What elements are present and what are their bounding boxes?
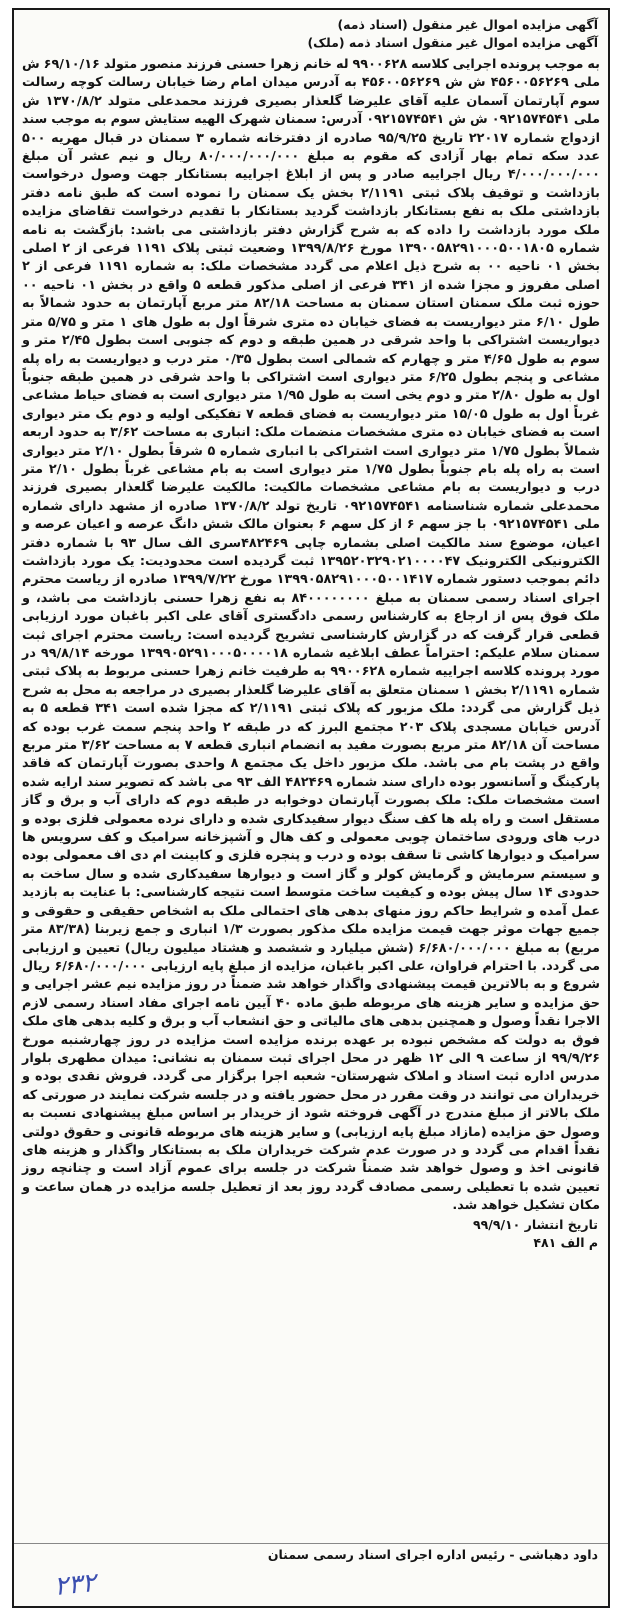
reference-number: م الف ۴۸۱ xyxy=(533,1234,598,1250)
notice-title-2: آگهی مزایده اموال غیر منقول اسناد ذمه (ملک) xyxy=(307,35,598,50)
handwritten-page-number: ۲۳۲ xyxy=(52,1567,98,1603)
notice-body xyxy=(14,54,608,1216)
notice-header xyxy=(14,10,608,54)
publish-date: تاریخ انتشار ۹۹/۹/۱۰ xyxy=(473,1216,598,1232)
signature-line: داود دهباشی - رئیس اداره اجرای اسناد رسمی سمنان xyxy=(267,1547,598,1562)
footer-divider xyxy=(14,1543,608,1544)
auction-notice-clipping xyxy=(12,8,610,1608)
notice-paragraph: به موجب پرونده اجرایی کلاسه ۹۹۰۰۶۲۸ له خانم زهرا حسنی فرزند منصور متولد ۶۹/۱۰/۱۶ ش ملی ۴۵۶۰۰۵۶۲۶۹ ش ش ۴۵۶۰۰۵۶۲۶۹ به آدرس میدان امام رضا خیابان رسالت کوچه رسالت سوم آپارتمان آسمان علیه آقای علیرضا گلعذار بصیری فرزند محمدعلی متولد ۱۳۷۰/۸/۲ ش ملی ۰۹۲۱۵۷۴۵۴۱ ش ش ۰۹۲۱۵۷۴۵۴۱ آدرس: سمنان شهرک الهیه ستایش سوم به موجب سند ازدواج شماره ۲۲۰۱۷ تاریخ ۹۵/۹/۲۵ صادره از دفترخانه شماره ۳ سمنان در قبال مهریه ۵۰۰ عدد سکه تمام بهار آزادی که مقوم به مبلغ ۸۰/۰۰۰/۰۰۰/۰۰۰ ریال و نیم عشر آن مبلغ ۴/۰۰۰/۰۰۰/۰۰۰ ریال اجراییه صادر و پس از ابلاغ اجراییه بستانکار جهت وصول درخواست بازداشت و توقیف پلاک ثبتی ۲/۱۱۹۱ بخش یک سمنان را نموده است که طبق نامه دفتر بازداشتی ملک به نفع بستانکار بازداشت گردید بستانکار با تقدیم درخواست تقاضای مزایده ملک مورد بازداشت را داده که به شرح گزارش دفتر بازداشتی می باشد: بازگشت به نامه شماره ۱۳۹۰۰۵۸۲۹۱۰۰۰۵۰۰۱۸۰۵ مورخ ۱۳۹۹/۸/۲۶ وضعیت ثبتی پلاک ۱۱۹۱ فرعی از ۲ اصلی بخش ۰۱ ناحیه ۰۰ به شرح ذیل اعلام می گردد مشخصات ملک: به شماره ۱۱۹۱ فرعی از ۲ اصلی مفروز و مجزا شده از ۳۴۱ فرعی از اصلی مذکور قطعه ۵ واقع در بخش ۰۱ ناحیه ۰۰ حوزه ثبت ملک سمنان استان سمنان به مساحت ۸۲/۱۸ متر مربع آپارتمان به حدود شمالاً به طول ۶/۱۰ متر دیواریست به فضای خیابان ده متری شرقاً اول به طول های ۱ متر و ۵/۷۵ متر دیواریست اشتراکی با واحد شرقی در همین طبقه و دوم که جنوبی است بطول ۲/۴۵ متر و سوم به طول ۴/۶۵ متر و چهارم که شمالی است بطول ۰/۳۵ متر درب و دیواریست به راه پله مشاعی و پنجم بطول ۶/۲۵ متر دیواری است اشتراکی با واحد شرقی در همین طبقه جنوباً اول به طول ۲/۸۰ متر و دوم یخی است به طول ۱/۹۵ متر دیواری است به فضای حیاط مشاعی غرباً اول به طول ۱۵/۰۵ متر دیواریست به فضای قطعه ۷ تفکیکی اولیه و دوم یک متر دیواری است به فضای خیابان ده متری مشخصات منضمات ملک: انباری به مساحت ۳/۶۲ به حدود اربعه شمالاً بطول ۱/۷۵ متر دیواری است اشتراکی با انباری شماره ۵ شرقاً بطول ۲/۱۰ متر دیواری است به راه پله بام جنوباً بطول ۱/۷۵ متر دیواری است به بام مشاعی غرباً بطول ۲/۱۰ متر درب و دیواریست به بام مشاعی مشخصات مالکیت: مالکیت علیرضا گلعذار بصیری فرزند محمدعلی شماره شناسنامه ۰۹۲۱۵۷۴۵۴۱ تاریخ تولد ۱۳۷۰/۸/۲ صادره از مشهد دارای شماره ملی ۰۹۲۱۵۷۴۵۴۱ با جز سهم ۶ از کل سهم ۶ بعنوان مالک شش دانگ عرصه و اعیان عرصه و اعیان، موضوع سند مالکیت اصلی بشماره چاپی ۴۸۲۴۶۹سری الف سال ۹۳ با شماره دفتر الکترونیکی الکترونیک ۱۳۹۵۲۰۳۲۹۰۲۱۰۰۰۰۴۷ ثبت گردیده است محدودیت: یک مورد بازداشت دائم بموجب دستور شماره ۱۳۹۹۰۵۸۲۹۱۰۰۰۵۰۰۱۴۱۷ مورخ ۱۳۹۹/۷/۲۲ صادره از ریاست محترم اجرای اسناد رسمی سمنان به مبلغ ۸۴۰۰۰۰۰۰۰۰ به نفع زهرا حسنی بازداشت می باشد، و ملک فوق پس از ارجاع به کارشناس رسمی دادگستری آقای علی اکبر باغبان مورد ارزیابی قطعی قرار گرفت که در گزارش کارشناسی تشریح گردیده است: ریاست محترم اجرای ثبت سمنان سلام علیکم: احتراماً عطف ابلاغیه شماره ۱۳۹۹۰۵۲۹۱۰۰۰۵۰۰۰۰۱۸ مورخه ۹۹/۸/۱۴ در مورد پرونده کلاسه اجراییه شماره ۹۹۰۰۶۲۸ به طرفیت خانم زهرا حسنی مربوط به پلاک ثبتی شماره ۲/۱۱۹۱ بخش ۱ سمنان متعلق به آقای علیرضا گلعذار بصیری در مراجعه به محل به شرح ذیل گزارش می گردد: ملک مزبور که پلاک ثبتی ۲/۱۱۹۱ که مجزا شده است ۳۴۱ قطعه ۵ به آدرس خیابان مسجدی پلاک ۲۰۳ مجتمع البرز که در طبقه ۲ واحد پنجم سمت غرب بوده که مساحت آن ۸۲/۱۸ متر مربع بصورت مفید به انضمام انباری قطعه ۷ به مساحت ۳/۶۲ متر مربع واقع در پشت بام می باشد. ملک مزبور داخل یک مجتمع ۸ واحدی بصورت آپارتمان که فاقد پارکینگ و آسانسور بوده دارای سند شماره ۴۸۲۴۶۹ الف ۹۳ می باشد که تصویر سند ارایه شده است مشخصات ملک: ملک بصورت آپارتمان دوخوابه در طبقه دوم که دارای آب و برق و گاز مستقل است و راه پله ها کف سنگ دیوار سفیدکاری شده و دارای نرده معمولی فلزی بوده و درب های ورودی ساختمان چوبی معمولی و کف هال و آشپزخانه سرامیک و کف سرویس ها سرامیک و دیوارها کاشی تا سقف بوده و درب و پنجره فلزی و کابینت ام دی اف معمولی بوده و سیستم سرمایش و گرمایش کولر و گاز است و دیوارها سفیدکاری شده و سال ساخت به حدودی ۱۴ سال پیش بوده و کیفیت ساخت متوسط است نتیجه کارشناسی: با عنایت به بازدید عمل آمده و شرایط حاکم روز منهای بدهی های احتمالی ملک به اشخاص حقیقی و حقوقی و جمیع جهات موثر جهت قیمت مزایده ملک مذکور بصورت ۱/۳ انباری و جمع زیربنا (۸۳/۳۸ متر مربع) به مبلغ ۶/۶۸۰/۰۰۰/۰۰۰ (شش میلیارد و ششصد و هشتاد میلیون ریال) تعیین و ارزیابی می گردد. با احترام فراوان، علی اکبر باغبان، مزایده از مبلغ پایه ارزیابی ۶/۶۸۰/۰۰۰/۰۰۰ ریال شروع و به بالاترین قیمت پیشنهادی واگذار خواهد شد ضمناً در روز مزایده نیم عشر اجرایی و حق مزایده و سایر هزینه های مربوطه طبق ماده ۴۰ آیین نامه اجرای مفاد اسناد رسمی لازم الاجرا نقداً وصول و همچنین بدهی های مالیاتی و حق انشعاب آب و برق و کلیه بدهی های ملک فوق به دولت که مشخص نبوده بر عهده برنده مزایده است مزایده در روز چهارشنبه مورخ ۹۹/۹/۲۶ از ساعت ۹ الی ۱۲ ظهر در محل اجرای ثبت سمنان به نشانی: میدان مطهری بلوار مدرس اداره ثبت اسناد و املاک شهرستان- شعبه اجرا برگزار می گردد. فروش نقدی بوده و خریداران می توانند در وقت مقرر در محل حضور یافته و در جلسه شرکت نمایند در صورتی که ملک بالاتر از مبلغ مندرج در آگهی فروخته شود از خریدار بر اساس مبلغ پیشنهادی نسبت به وصول حق مزایده (مازاد مبلغ پایه ارزیابی) و سایر هزینه های مربوطه قانونی و حقوق دولتی نقداً اقدام می گردد و در صورت عدم شرکت خریداران ملک به بستانکار واگذار و هزینه های قانونی اخذ و وصول خواهد شد ضمناً شرکت در جلسه برای عموم آزاد است و چنانچه روز تعیین شده با تعطیلی رسمی مصادف گردد روز بعد از تعطیل جلسه مزایده در همان ساعت و مکان تشکیل خواهد شد. xyxy=(22,57,601,1214)
notice-title-1: آگهی مزایده اموال غیر منقول (اسناد ذمه) xyxy=(337,17,598,32)
